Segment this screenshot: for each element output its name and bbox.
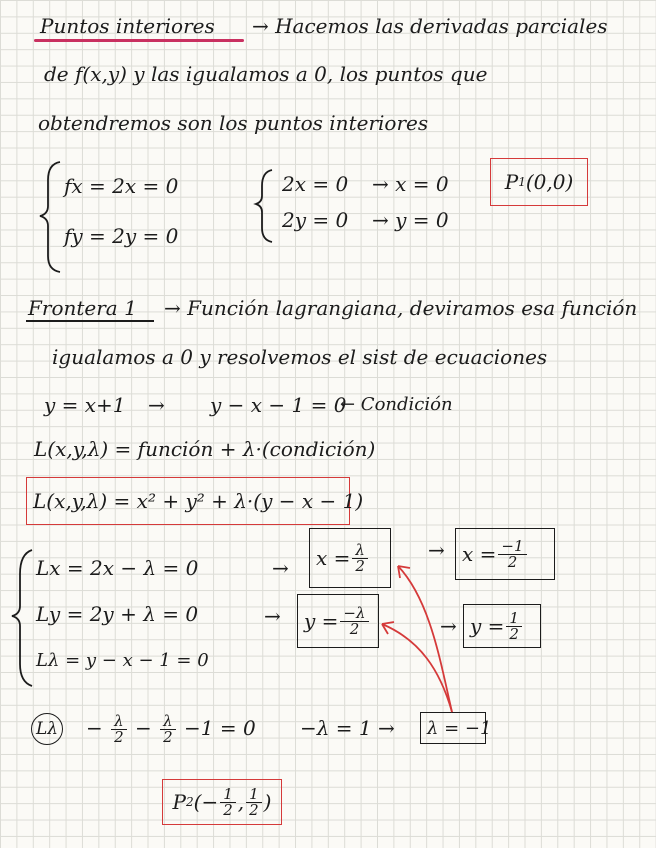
equation-llambda: Lλ = y − x − 1 = 0 (36, 650, 209, 671)
heading-puntos-interiores: Puntos interiores (40, 14, 215, 38)
llambda-circle: Lλ (31, 713, 63, 745)
equation-fx: fx = 2x = 0 (64, 174, 179, 198)
arrow: → (428, 538, 445, 562)
lagrangian-box (26, 477, 364, 525)
y-solution-fraction: $\frac{-\lambda}{2}$ (340, 606, 368, 637)
step-expression: − $\frac{\lambda}{2}$ − $\frac{\lambda}{2}$ −1 = 0 (86, 712, 256, 746)
arrow: → (440, 614, 457, 638)
point-p2-box: P 2 (− $\frac{1}{2}$ , $\frac{1}{2}$ ) (162, 779, 282, 825)
point-p2-fraction: $\frac{1}{2}$ (220, 787, 236, 818)
point-p2-fraction: $\frac{1}{2}$ (246, 787, 262, 818)
text-line: igualamos a 0 y resolvemos el sist de ecuaciones (52, 345, 548, 369)
condition-equation: y = x+1 (44, 393, 126, 417)
y-solution-lhs: y = (304, 609, 339, 633)
heading-frontera-1: Frontera 1 (28, 296, 137, 320)
x-solution-lhs: x = (316, 546, 351, 570)
text-line: obtendremos son los puntos interiores (38, 111, 429, 135)
step-fraction: $\frac{\lambda}{2}$ (160, 714, 176, 745)
y-solution-box (297, 594, 379, 648)
condition-label: ← Condición (340, 394, 453, 415)
result-y: → y = 0 (372, 208, 449, 232)
lagrangian-expression: L(x,y,λ) = x² + y² + λ·(y − x − 1) (33, 489, 364, 513)
point-p1-name: P (504, 170, 519, 194)
point-p1-box (490, 158, 588, 206)
heading-underline (26, 320, 154, 322)
point-p1-coords: (0,0) (525, 170, 574, 194)
point-p2-sub: 2 (186, 795, 194, 809)
y-final-box (463, 604, 541, 648)
equation-ly: Ly = 2y + λ = 0 (36, 602, 199, 626)
result-x: → x = 0 (372, 172, 449, 196)
lambda-step: −λ = 1 → (300, 716, 395, 740)
lambda-box: λ = −1 (420, 712, 486, 744)
red-arrow-head (382, 622, 394, 634)
brace-system-3 (12, 550, 32, 686)
arrow: → (264, 604, 281, 628)
point-p1-sub: 1 (518, 175, 526, 189)
arrow: → (272, 556, 289, 580)
equation-lx: Lx = 2x − λ = 0 (36, 556, 199, 580)
red-arrow-lambda-to-x (398, 566, 452, 712)
text-line: → Hacemos las derivadas parciales (252, 14, 608, 38)
x-solution-box (309, 528, 391, 588)
y-final-fraction: $\frac{1}{2}$ (506, 611, 522, 642)
heading-underline (34, 39, 244, 42)
y-final-lhs: y = (470, 614, 505, 638)
x-final-lhs: x = (462, 542, 497, 566)
x-solution-fraction: $\frac{\lambda}{2}$ (352, 543, 368, 574)
step-fraction: $\frac{\lambda}{2}$ (111, 714, 127, 745)
brace-system-2 (256, 170, 272, 242)
point-p2-name: P (172, 790, 186, 814)
text-line: de f(x,y) y las igualamos a 0, los puntos que (44, 62, 488, 86)
x-final-fraction: $\frac{-1}{2}$ (498, 539, 526, 570)
equation-fy: fy = 2y = 0 (64, 224, 179, 248)
x-final-box (455, 528, 555, 580)
red-arrow-head (398, 566, 410, 578)
condition-arrow: → (148, 393, 165, 417)
text-line: → Función lagrangiana, deviramos esa función (164, 296, 638, 320)
equation-2x: 2x = 0 (282, 172, 349, 196)
brace-system-1 (40, 162, 60, 272)
equation-2y: 2y = 0 (282, 208, 349, 232)
condition-form: y − x − 1 = 0 (210, 393, 347, 417)
lagrangian-definition: L(x,y,λ) = función + λ·(condición) (34, 437, 376, 461)
